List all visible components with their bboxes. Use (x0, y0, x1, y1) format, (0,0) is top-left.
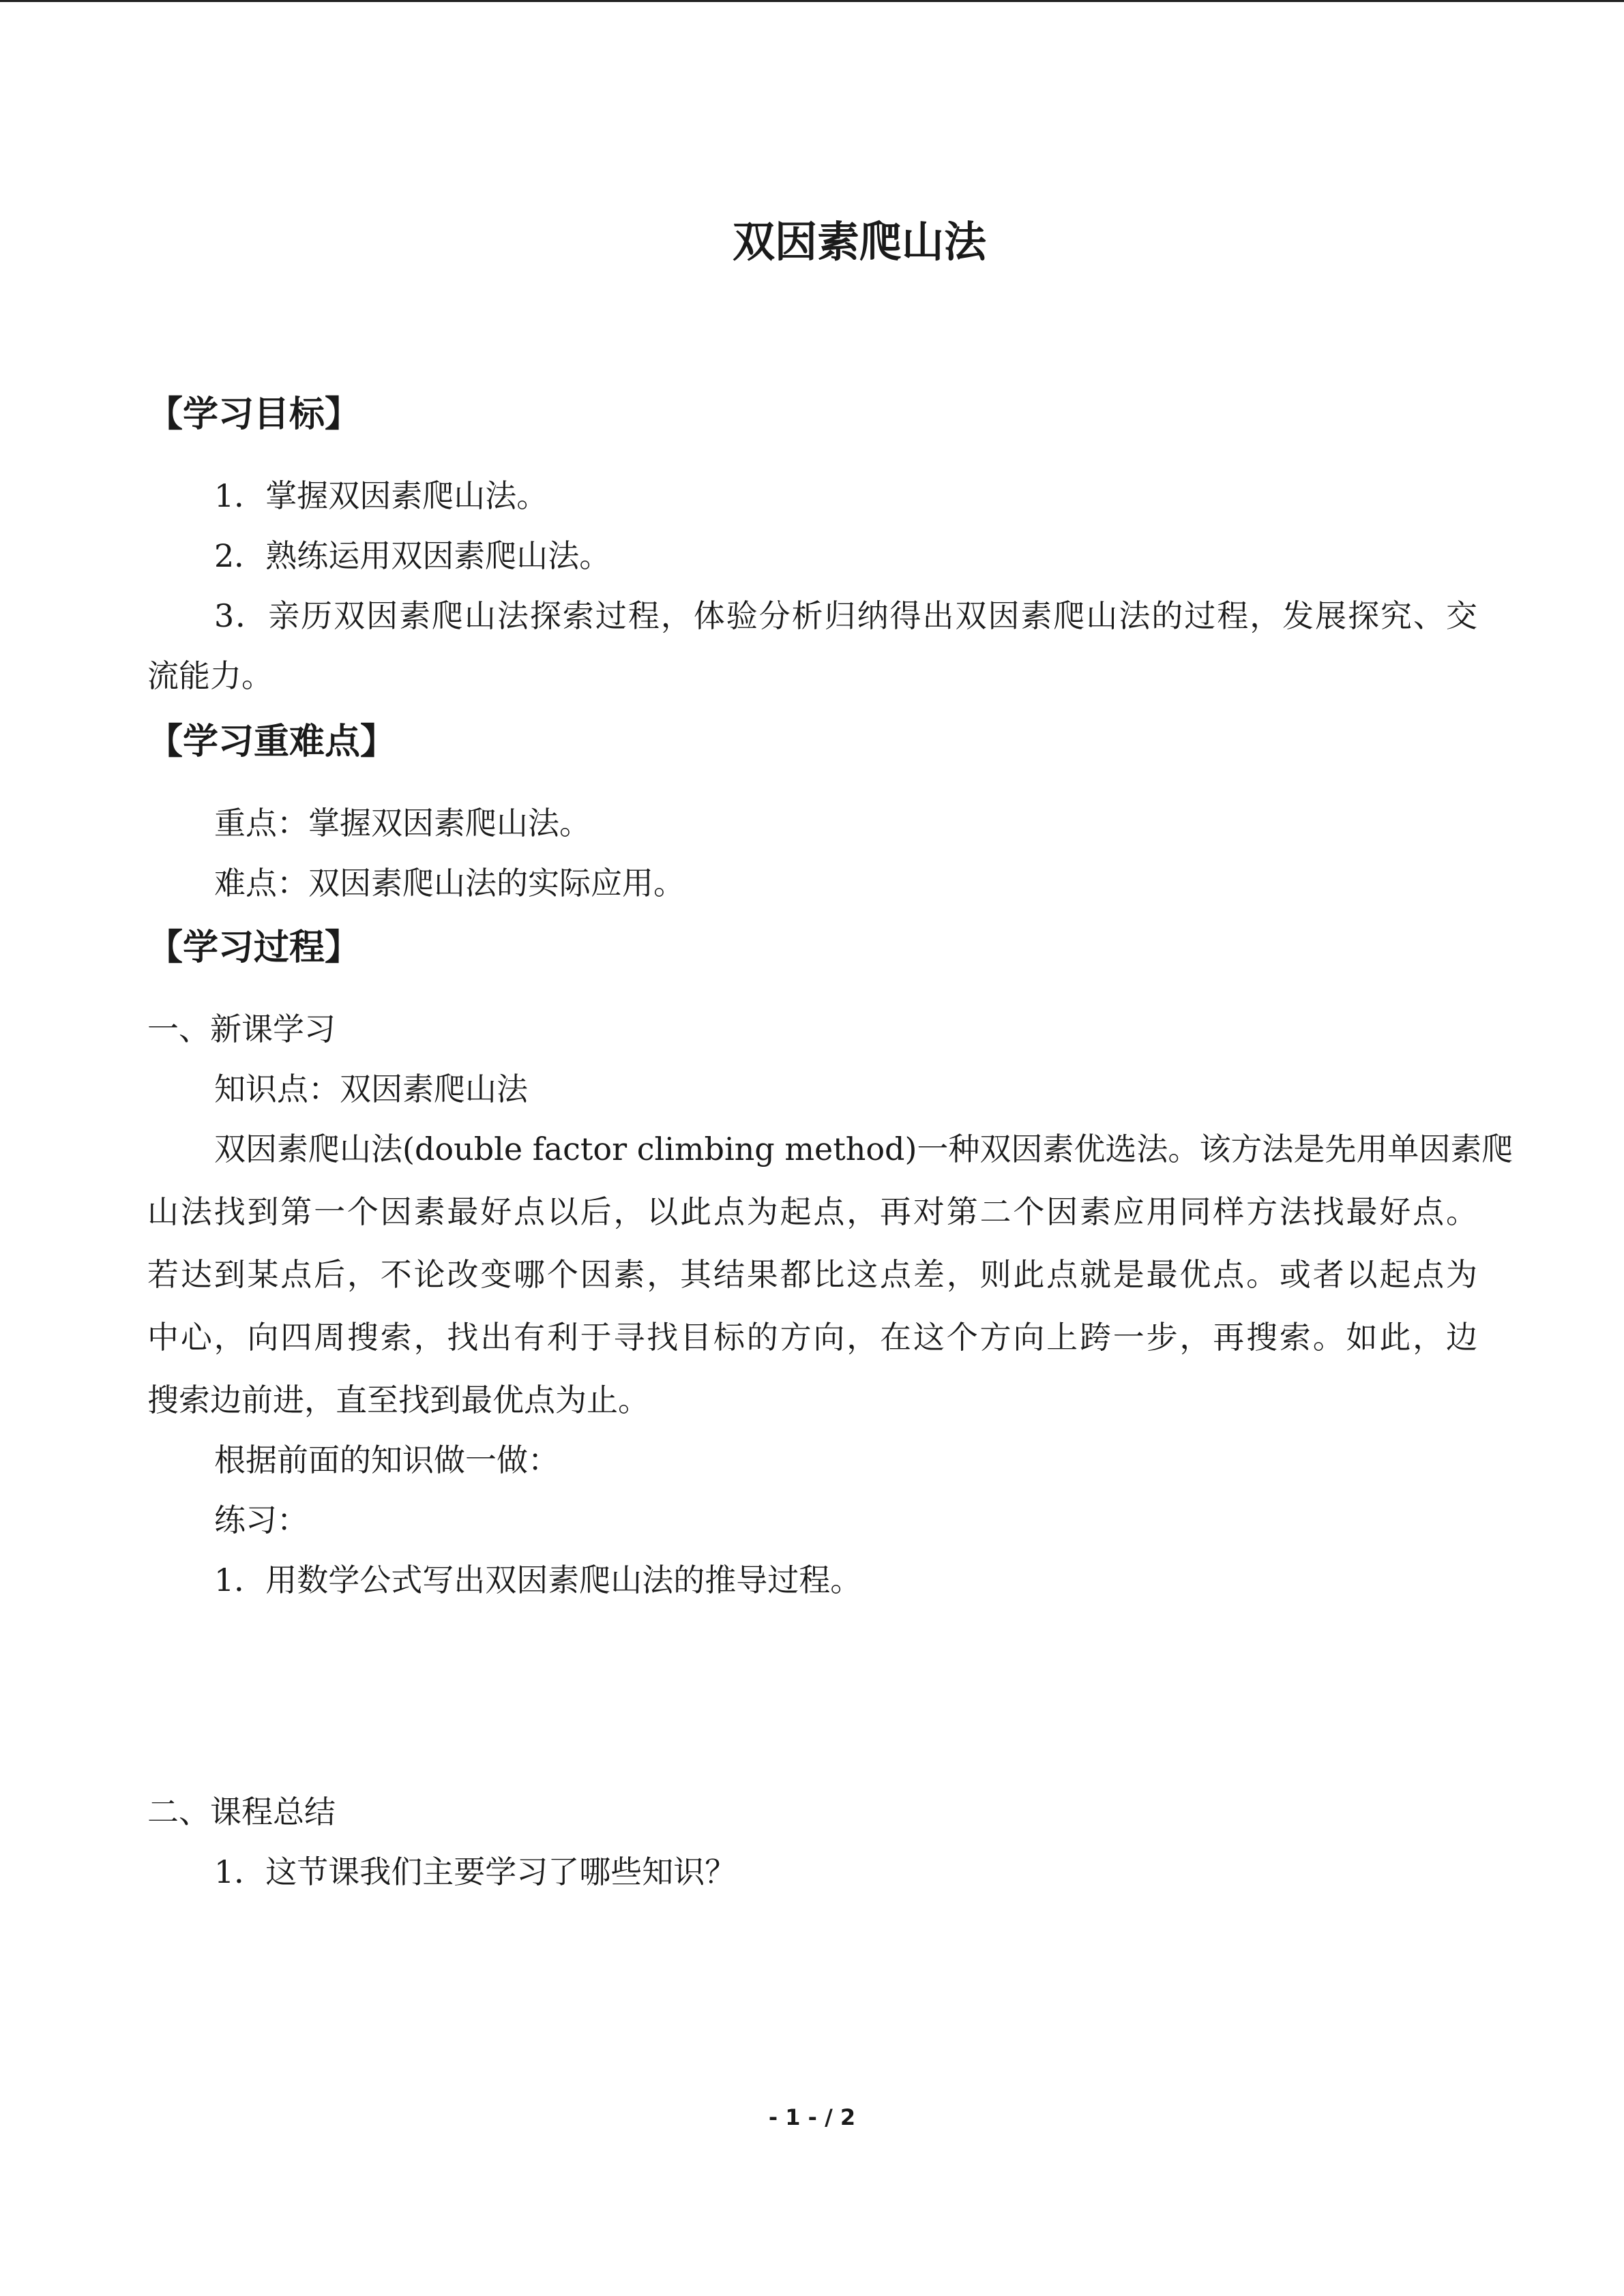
practice-item-1: 1．用数学公式写出双因素爬山法的推导过程。 (214, 1562, 862, 1598)
objective-item-3: 3．亲历双因素爬山法探索过程，体验分析归纳得出双因素爬山法的过程，发展探究、交 (214, 597, 1477, 634)
paragraph-line-2: 山法找到第一个因素最好点以后，以此点为起点，再对第二个因素应用同样方法找最好点。 (147, 1193, 1477, 1230)
section-new-lesson-title: 一、新课学习 (147, 1011, 336, 1047)
section-summary-title: 二、课程总结 (147, 1793, 336, 1830)
summary-item-1: 1．这节课我们主要学习了哪些知识？ (214, 1853, 737, 1890)
key-point-important: 重点：掌握双因素爬山法。 (214, 805, 591, 841)
paragraph-line-3: 若达到某点后，不论改变哪个因素，其结果都比这点差，则此点就是最优点。或者以起点为 (147, 1256, 1477, 1293)
objective-item-3-cont: 流能力。 (147, 657, 273, 694)
process-heading: 【学习过程】 (147, 927, 361, 968)
page-title: 双因素爬山法 (732, 217, 986, 267)
objective-item-2: 2．熟练运用双因素爬山法。 (214, 537, 611, 574)
paragraph-line-5: 搜索边前进，直至找到最优点为止。 (147, 1382, 649, 1418)
knowledge-point: 知识点：双因素爬山法 (214, 1071, 528, 1107)
practice-intro: 根据前面的知识做一做： (214, 1442, 559, 1478)
objectives-heading: 【学习目标】 (147, 394, 361, 435)
practice-label: 练习： (214, 1502, 308, 1538)
key-point-difficult: 难点：双因素爬山法的实际应用。 (214, 865, 685, 901)
objective-item-1: 1．掌握双因素爬山法。 (214, 477, 548, 514)
paragraph-line-1: 双因素爬山法(double factor climbing method)一种双因素优选法。该方法是先用单因素爬 (214, 1131, 1514, 1167)
key-points-heading: 【学习重难点】 (147, 721, 396, 762)
page-number: - 1 - / 2 (768, 2104, 856, 2130)
paragraph-line-4: 中心，向四周搜索，找出有利于寻找目标的方向，在这个方向上跨一步，再搜索。如此，边 (147, 1319, 1477, 1356)
